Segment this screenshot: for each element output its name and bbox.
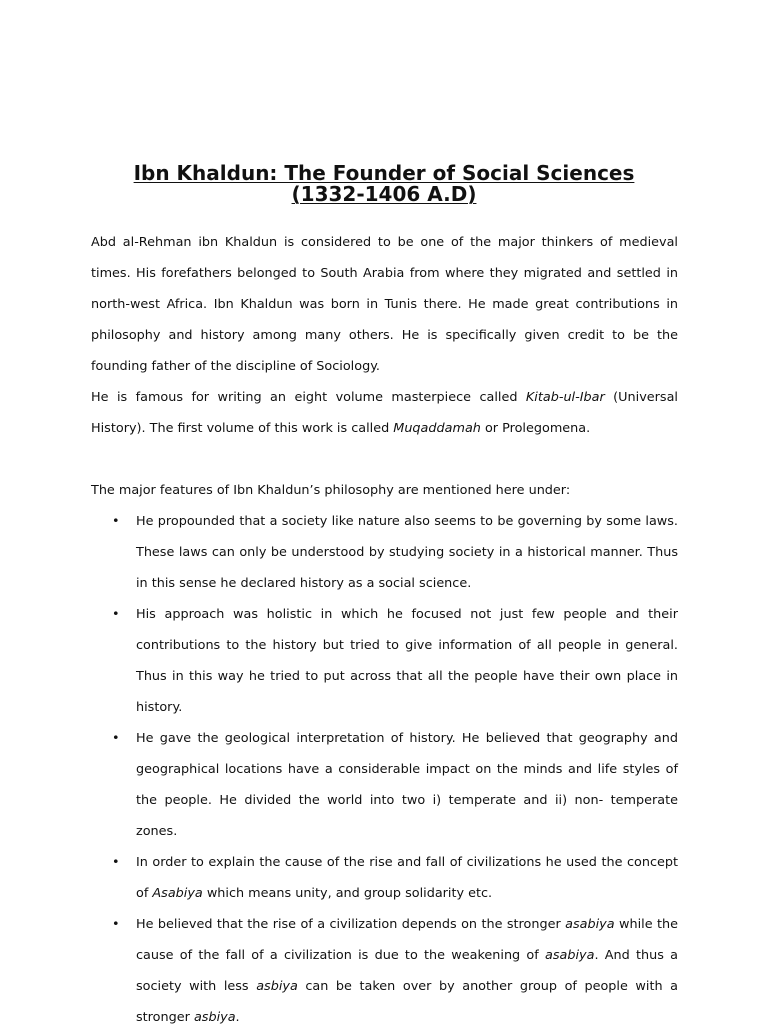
bullet-text: He propounded that a society like nature also seems to be governing by some laws. These laws can only be understood by studying society in a historical manner. Thus in this sense he declared history as a social science. bbox=[136, 514, 678, 591]
list-item bbox=[91, 506, 678, 599]
bullet-text-part: He believed that the rise of a civilization depends on the stronger bbox=[136, 917, 566, 932]
famous-text-3: or Prolegomena. bbox=[480, 421, 591, 436]
bullet-icon: • bbox=[112, 917, 120, 932]
asbiya-term: asbiya bbox=[193, 1010, 236, 1025]
bullet-text: He gave the geological interpretation of history. He believed that geography and geographical locations have a considerable impact on the minds and life styles of the people. He divided the world into two i) temperate and ii) non- temperate zones. bbox=[136, 731, 678, 839]
features-list bbox=[91, 506, 678, 1033]
muqaddamah-title: Muqaddamah bbox=[393, 421, 481, 436]
bullet-text-part: can be taken over by another group of people with a stronger bbox=[136, 979, 678, 1025]
paragraph-spacer bbox=[91, 444, 678, 475]
bullet-text-part: . And thus a society with less bbox=[136, 948, 678, 994]
bullet-text-part: which means unity, and group solidarity etc. bbox=[202, 886, 493, 901]
list-item bbox=[91, 847, 678, 909]
bullet-text bbox=[136, 917, 678, 1025]
list-item bbox=[91, 723, 678, 847]
asbiya-term: asbiya bbox=[256, 979, 298, 994]
bullet-text-part: while the cause of the fall of a civilization is due to the weakening of bbox=[136, 917, 679, 963]
intro-paragraph: Abd al-Rehman ibn Khaldun is considered to be one of the major thinkers of medieval times. His forefathers belonged to South Arabia from where they migrated and settled in north-west Africa. Ibn Khaldun was born in Tunis there. He made great contributions in philosophy and history among many others. He is specifically given credit to be the founding father of the discipline of Sociology. bbox=[91, 235, 678, 374]
famous-paragraph bbox=[91, 382, 678, 444]
kitab-ul-ibar-title: Kitab-ul-Ibar bbox=[525, 390, 605, 405]
bullet-text: His approach was holistic in which he focused not just few people and their contributions to the history but tried to give information of all people in general. Thus in this way he tried to put across that all the people have their own place in history. bbox=[136, 607, 678, 715]
bullet-text-part: In order to explain the cause of the rise and fall of civilizations he used the concept of bbox=[136, 855, 678, 901]
features-intro: The major features of Ibn Khaldun’s philosophy are mentioned here under: bbox=[91, 483, 571, 498]
bullet-text bbox=[136, 855, 678, 901]
page-subtitle-dates: (1332-1406 A.D) bbox=[291, 182, 477, 206]
famous-text-2: (Universal History). The first volume of this work is called bbox=[91, 390, 678, 436]
bullet-icon: • bbox=[112, 514, 120, 529]
famous-text-1: He is famous for writing an eight volume masterpiece called bbox=[91, 390, 526, 405]
page-title: Ibn Khaldun: The Founder of Social Sciences bbox=[133, 161, 635, 185]
asabiya-term: Asabiya bbox=[152, 886, 203, 901]
asabiya-term: asabiya bbox=[545, 948, 595, 963]
bullet-text-part: . bbox=[235, 1010, 240, 1025]
bullet-icon: • bbox=[112, 731, 120, 746]
list-item bbox=[91, 599, 678, 723]
body-text bbox=[91, 227, 678, 1033]
title-block bbox=[0, 163, 768, 205]
list-item bbox=[91, 909, 678, 1033]
bullet-icon: • bbox=[112, 855, 120, 870]
bullet-icon: • bbox=[112, 607, 120, 622]
asabiya-term: asabiya bbox=[565, 917, 615, 932]
